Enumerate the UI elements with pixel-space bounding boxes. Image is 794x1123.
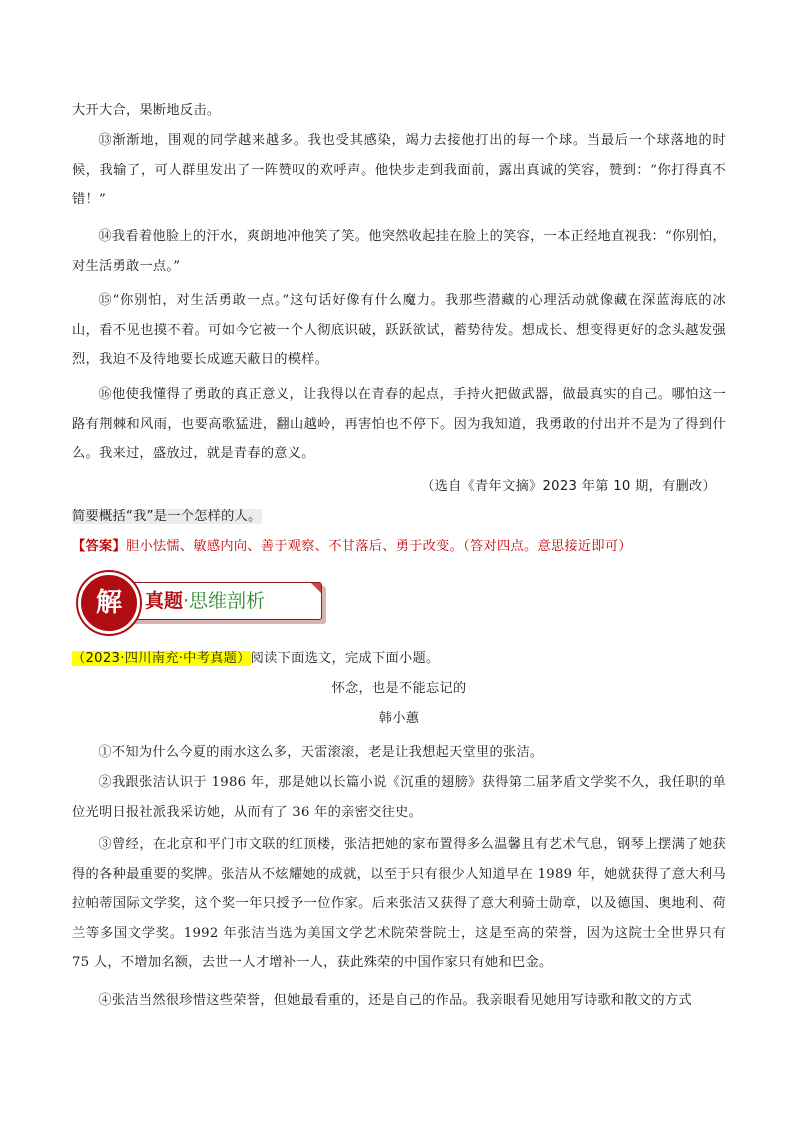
section-banner-bar xyxy=(114,582,322,620)
exam-instruction: 阅读下面选文，完成下面小题。 xyxy=(250,651,440,666)
story1-paragraph-12-tail: 大开大合，果断地反击。 xyxy=(72,103,221,118)
jie-badge-char: 解 xyxy=(95,588,122,618)
section-banner-title-a: 真题 xyxy=(145,590,184,612)
story2-paragraph-3: ③曾经，在北京和平门市文联的红顶楼，张洁把她的家布置得多么温馨且有艺术气息，钢琴上摆满了她获得的各种最重要的奖牌。张洁从不炫耀她的成就，以至于只有很少人知道早在 1989 年，她就获得了意大利马拉帕蒂国际文学奖，这个奖一年只授予一位作家。后来张洁又获得了意大利骑士勋章，以及德国、奥地利、荷兰等多国文学奖。1992 年张洁当选为美国文学艺术院荣誉院士，这是至高的荣誉，因为这院士全世界只有 75 人，不增加名额，去世一人才增补一人，获此殊荣的中国作家只有她和巴金。 xyxy=(72,837,726,970)
question-line xyxy=(72,502,726,532)
jie-badge-icon xyxy=(78,572,140,634)
story2-author: 韩小蕙 xyxy=(378,711,420,726)
banner-corner-decoration xyxy=(311,583,321,593)
section-banner-title xyxy=(145,588,265,614)
exam-line xyxy=(72,644,726,674)
story1-paragraph-14: ⑭我看着他脸上的汗水，爽朗地冲他笑了笑。他突然收起挂在脸上的笑容，一本正经地直视我：“你别怕，对生活勇敢一点。” xyxy=(72,229,726,274)
story1-paragraph-16: ⑯他使我懂得了勇敢的真正意义，让我得以在青春的起点，手持火把做武器，做最真实的自己。哪怕这一路有荆棘和风雨，也要高歌猛进，翻山越岭，再害怕也不停下。因为我知道，我勇敢的付出并不是为了得到什么。我来过，盛放过，就是青春的意义。 xyxy=(72,387,726,461)
section-banner xyxy=(74,568,324,632)
story2-title: 怀念，也是不能忘记的 xyxy=(331,681,467,696)
story1-paragraph-13: ⑬渐渐地，围观的同学越来越多。我也受其感染，竭力去接他打出的每一个球。当最后一个球落地的时候，我输了，可人群里发出了一阵赞叹的欢呼声。他快步走到我面前，露出真诚的笑容，赞到：“你打得真不错！” xyxy=(72,133,726,207)
question-text: 简要概括“我”是一个怎样的人。 xyxy=(72,509,262,524)
exam-source-tag: （2023·四川南充·中考真题） xyxy=(72,651,251,666)
story1-source: （选自《青年文摘》2023 年第 10 期，有删改） xyxy=(421,479,716,494)
answer-label: 【答案】 xyxy=(72,539,126,554)
section-banner-title-b: ·思维剖析 xyxy=(183,590,266,612)
story2-paragraph-2: ②我跟张洁认识于 1986 年，那是她以长篇小说《沉重的翅膀》获得第二届茅盾文学奖不久，我任职的单位光明日报社派我采访她，从而有了 36 年的亲密交往史。 xyxy=(72,775,726,820)
story2-paragraph-1: ①不知为什么今夏的雨水这么多，天雷滚滚，老是让我想起天堂里的张洁。 xyxy=(98,745,544,760)
answer-text: 胆小怯懦、敏感内向、善于观察、不甘落后、勇于改变。（答对四点。意思接近即可） xyxy=(125,539,632,554)
story2-paragraph-4: ④张洁当然很珍惜这些荣誉，但她最看重的，还是自己的作品。我亲眼看见她用写诗歌和散文的方式 xyxy=(98,993,692,1008)
story1-paragraph-15: ⑮“你别怕，对生活勇敢一点。”这句话好像有什么魔力。我那些潜藏的心理活动就像藏在深蓝海底的冰山，看不见也摸不着。可如今它被一个人彻底识破，跃跃欲试，蓄势待发。想成长、想变得更好的念头越发强烈，我迫不及待地要长成遮天蔽日的模样。 xyxy=(72,293,726,367)
answer-line xyxy=(72,532,726,562)
